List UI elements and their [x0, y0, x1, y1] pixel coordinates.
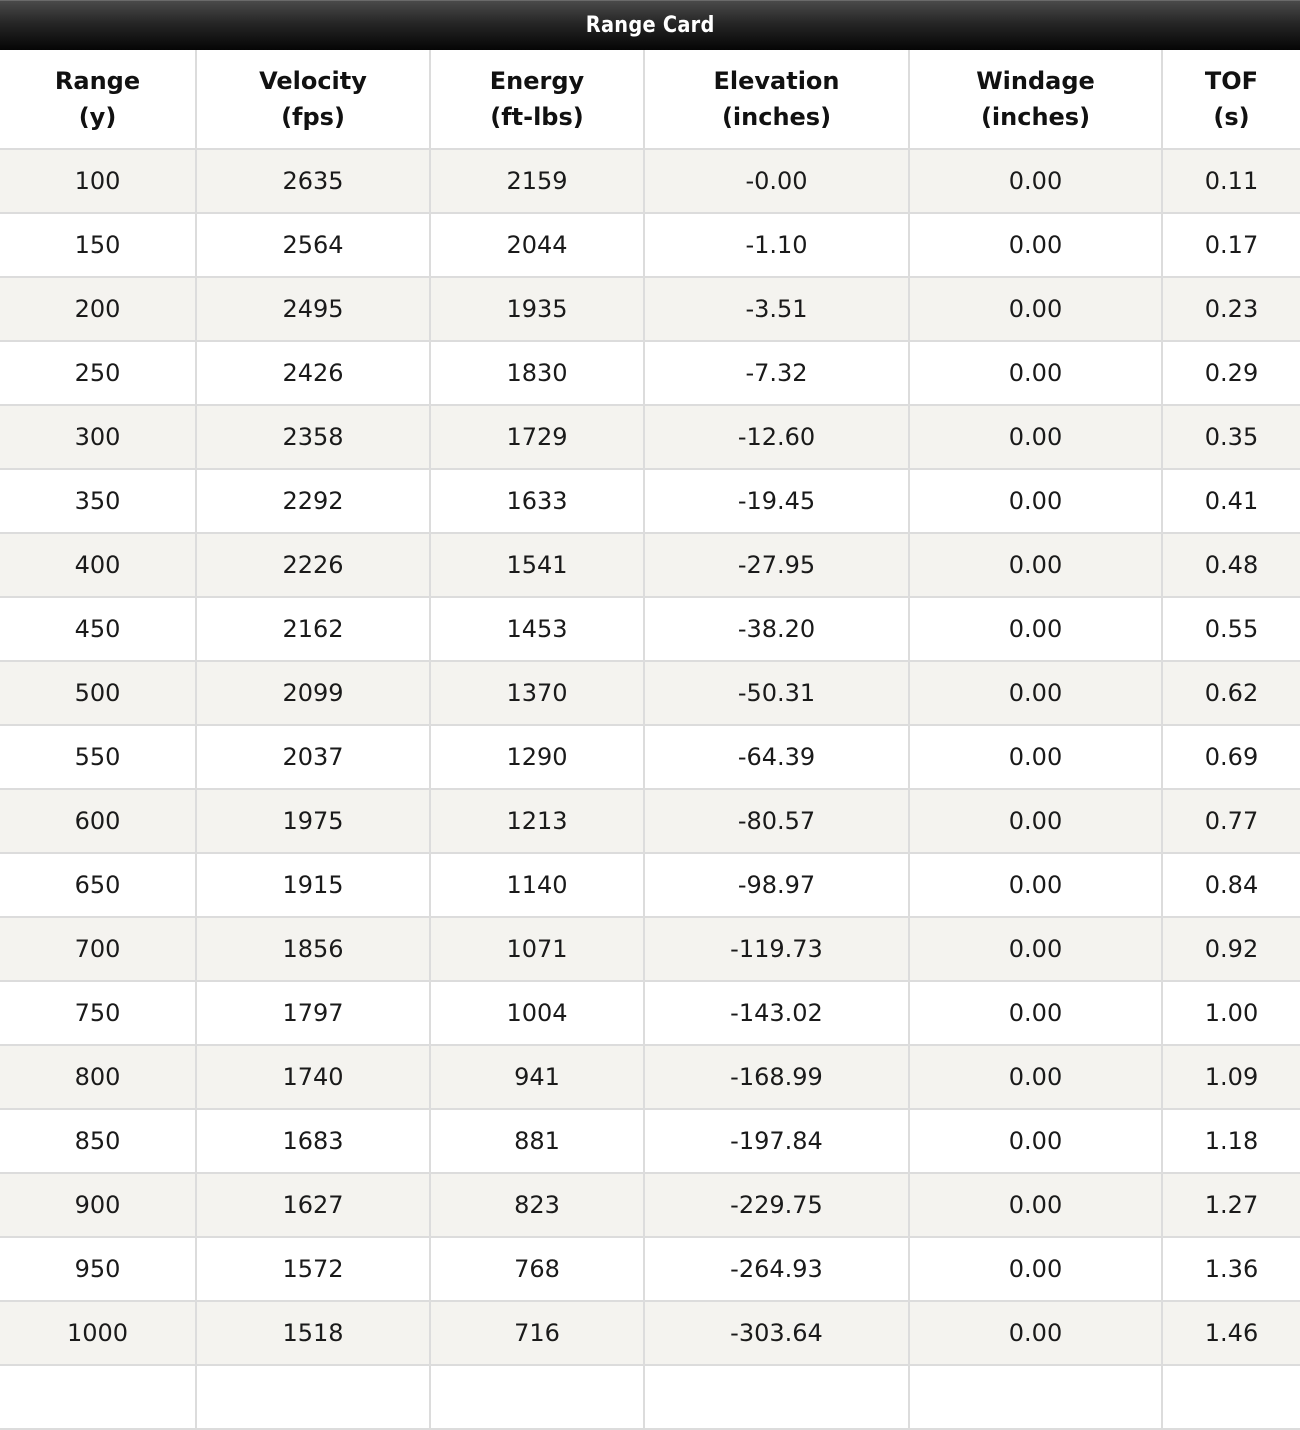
- tof-cell: 0.29: [1162, 341, 1300, 405]
- velocity-cell: [196, 1365, 430, 1429]
- velocity-cell: 2162: [196, 597, 430, 661]
- range-card-title-bar: [0, 0, 1300, 50]
- range-card-body: [0, 149, 1300, 1429]
- energy-cell: 1140: [430, 853, 644, 917]
- table-row: [0, 853, 1300, 917]
- tof-cell: 1.09: [1162, 1045, 1300, 1109]
- tof-cell: 0.62: [1162, 661, 1300, 725]
- energy-cell: 881: [430, 1109, 644, 1173]
- tof-cell: 0.69: [1162, 725, 1300, 789]
- table-row: [0, 277, 1300, 341]
- range-cell: 550: [0, 725, 196, 789]
- tof-cell: 1.27: [1162, 1173, 1300, 1237]
- windage-cell: 0.00: [909, 1301, 1162, 1365]
- column-header-label: Range: [54, 67, 141, 95]
- tof-cell: 1.18: [1162, 1109, 1300, 1173]
- velocity-cell: 1975: [196, 789, 430, 853]
- column-header-velocity: [196, 50, 430, 149]
- tof-cell: [1162, 1365, 1300, 1429]
- velocity-cell: 1683: [196, 1109, 430, 1173]
- column-header-range: [0, 50, 196, 149]
- table-row: [0, 149, 1300, 213]
- column-header-unit: (inches): [721, 103, 832, 131]
- windage-cell: 0.00: [909, 533, 1162, 597]
- energy-cell: 823: [430, 1173, 644, 1237]
- energy-cell: 768: [430, 1237, 644, 1301]
- windage-cell: 0.00: [909, 277, 1162, 341]
- range-card-title: Range Card: [585, 13, 715, 38]
- table-row: [0, 725, 1300, 789]
- windage-cell: 0.00: [909, 981, 1162, 1045]
- column-header-unit: (fps): [281, 103, 345, 131]
- elevation-cell: -0.00: [644, 149, 909, 213]
- range-card-table: [0, 50, 1300, 1430]
- range-cell: 600: [0, 789, 196, 853]
- column-header-windage: [909, 50, 1162, 149]
- energy-cell: 2159: [430, 149, 644, 213]
- energy-cell: 1370: [430, 661, 644, 725]
- column-header-unit: (inches): [980, 103, 1091, 131]
- energy-cell: 1290: [430, 725, 644, 789]
- column-header-label: Elevation: [713, 67, 840, 95]
- windage-cell: 0.00: [909, 853, 1162, 917]
- energy-cell: 1541: [430, 533, 644, 597]
- table-row: [0, 789, 1300, 853]
- velocity-cell: 2037: [196, 725, 430, 789]
- elevation-cell: [644, 1365, 909, 1429]
- windage-cell: 0.00: [909, 661, 1162, 725]
- energy-cell: 941: [430, 1045, 644, 1109]
- energy-cell: [430, 1365, 644, 1429]
- windage-cell: 0.00: [909, 341, 1162, 405]
- elevation-cell: -80.57: [644, 789, 909, 853]
- range-cell: 400: [0, 533, 196, 597]
- range-cell: 750: [0, 981, 196, 1045]
- elevation-cell: -264.93: [644, 1237, 909, 1301]
- tof-cell: 1.36: [1162, 1237, 1300, 1301]
- tof-cell: 1.46: [1162, 1301, 1300, 1365]
- windage-cell: 0.00: [909, 917, 1162, 981]
- windage-cell: 0.00: [909, 1109, 1162, 1173]
- energy-cell: 1004: [430, 981, 644, 1045]
- windage-cell: 0.00: [909, 1045, 1162, 1109]
- velocity-cell: 1572: [196, 1237, 430, 1301]
- elevation-cell: -1.10: [644, 213, 909, 277]
- elevation-cell: -12.60: [644, 405, 909, 469]
- elevation-cell: -64.39: [644, 725, 909, 789]
- windage-cell: 0.00: [909, 789, 1162, 853]
- energy-cell: 1633: [430, 469, 644, 533]
- velocity-cell: 2426: [196, 341, 430, 405]
- velocity-cell: 1627: [196, 1173, 430, 1237]
- velocity-cell: 2635: [196, 149, 430, 213]
- table-row: [0, 1237, 1300, 1301]
- windage-cell: 0.00: [909, 149, 1162, 213]
- range-cell: 300: [0, 405, 196, 469]
- windage-cell: 0.00: [909, 213, 1162, 277]
- column-header-unit: (s): [1213, 103, 1250, 131]
- range-cell: 100: [0, 149, 196, 213]
- velocity-cell: 1740: [196, 1045, 430, 1109]
- velocity-cell: 1518: [196, 1301, 430, 1365]
- range-cell: 800: [0, 1045, 196, 1109]
- velocity-cell: 2564: [196, 213, 430, 277]
- column-header-label: Energy: [489, 67, 585, 95]
- velocity-cell: 2495: [196, 277, 430, 341]
- energy-cell: 1830: [430, 341, 644, 405]
- table-row: [0, 981, 1300, 1045]
- velocity-cell: 1856: [196, 917, 430, 981]
- windage-cell: 0.00: [909, 1237, 1162, 1301]
- column-header-unit: (y): [78, 103, 117, 131]
- range-cell: 500: [0, 661, 196, 725]
- velocity-cell: 2358: [196, 405, 430, 469]
- energy-cell: 2044: [430, 213, 644, 277]
- tof-cell: 0.77: [1162, 789, 1300, 853]
- windage-cell: 0.00: [909, 469, 1162, 533]
- table-row: [0, 1365, 1300, 1429]
- elevation-cell: -197.84: [644, 1109, 909, 1173]
- energy-cell: 1213: [430, 789, 644, 853]
- table-row: [0, 1109, 1300, 1173]
- range-cell: [0, 1365, 196, 1429]
- table-row: [0, 533, 1300, 597]
- range-cell: 250: [0, 341, 196, 405]
- windage-cell: 0.00: [909, 405, 1162, 469]
- tof-cell: 0.55: [1162, 597, 1300, 661]
- energy-cell: 1729: [430, 405, 644, 469]
- range-cell: 450: [0, 597, 196, 661]
- elevation-cell: -19.45: [644, 469, 909, 533]
- tof-cell: 0.92: [1162, 917, 1300, 981]
- tof-cell: 0.23: [1162, 277, 1300, 341]
- velocity-cell: 1915: [196, 853, 430, 917]
- elevation-cell: -303.64: [644, 1301, 909, 1365]
- elevation-cell: -168.99: [644, 1045, 909, 1109]
- elevation-cell: -7.32: [644, 341, 909, 405]
- velocity-cell: 1797: [196, 981, 430, 1045]
- range-cell: 650: [0, 853, 196, 917]
- elevation-cell: -50.31: [644, 661, 909, 725]
- column-header-energy: [430, 50, 644, 149]
- windage-cell: 0.00: [909, 1173, 1162, 1237]
- range-cell: 850: [0, 1109, 196, 1173]
- velocity-cell: 2099: [196, 661, 430, 725]
- velocity-cell: 2292: [196, 469, 430, 533]
- tof-cell: 0.84: [1162, 853, 1300, 917]
- range-cell: 200: [0, 277, 196, 341]
- elevation-cell: -119.73: [644, 917, 909, 981]
- range-cell: 350: [0, 469, 196, 533]
- range-cell: 1000: [0, 1301, 196, 1365]
- header-row: [0, 50, 1300, 149]
- elevation-cell: -38.20: [644, 597, 909, 661]
- tof-cell: 0.11: [1162, 149, 1300, 213]
- energy-cell: 1453: [430, 597, 644, 661]
- windage-cell: 0.00: [909, 725, 1162, 789]
- column-header-elevation: [644, 50, 909, 149]
- table-row: [0, 661, 1300, 725]
- elevation-cell: -143.02: [644, 981, 909, 1045]
- table-row: [0, 597, 1300, 661]
- elevation-cell: -98.97: [644, 853, 909, 917]
- table-row: [0, 1173, 1300, 1237]
- range-cell: 900: [0, 1173, 196, 1237]
- range-cell: 950: [0, 1237, 196, 1301]
- column-header-unit: (ft-lbs): [490, 103, 584, 131]
- range-cell: 150: [0, 213, 196, 277]
- table-row: [0, 917, 1300, 981]
- table-row: [0, 1045, 1300, 1109]
- tof-cell: 0.17: [1162, 213, 1300, 277]
- column-header-label: Velocity: [259, 67, 367, 95]
- tof-cell: 0.48: [1162, 533, 1300, 597]
- table-row: [0, 1301, 1300, 1365]
- table-row: [0, 213, 1300, 277]
- table-row: [0, 341, 1300, 405]
- energy-cell: 716: [430, 1301, 644, 1365]
- column-header-label: Windage: [976, 67, 1095, 95]
- range-cell: 700: [0, 917, 196, 981]
- tof-cell: 1.00: [1162, 981, 1300, 1045]
- elevation-cell: -3.51: [644, 277, 909, 341]
- column-header-label: TOF: [1204, 67, 1259, 95]
- table-row: [0, 469, 1300, 533]
- windage-cell: 0.00: [909, 597, 1162, 661]
- table-row: [0, 405, 1300, 469]
- energy-cell: 1071: [430, 917, 644, 981]
- windage-cell: [909, 1365, 1162, 1429]
- tof-cell: 0.35: [1162, 405, 1300, 469]
- column-header-tof: [1162, 50, 1300, 149]
- velocity-cell: 2226: [196, 533, 430, 597]
- elevation-cell: -27.95: [644, 533, 909, 597]
- elevation-cell: -229.75: [644, 1173, 909, 1237]
- energy-cell: 1935: [430, 277, 644, 341]
- tof-cell: 0.41: [1162, 469, 1300, 533]
